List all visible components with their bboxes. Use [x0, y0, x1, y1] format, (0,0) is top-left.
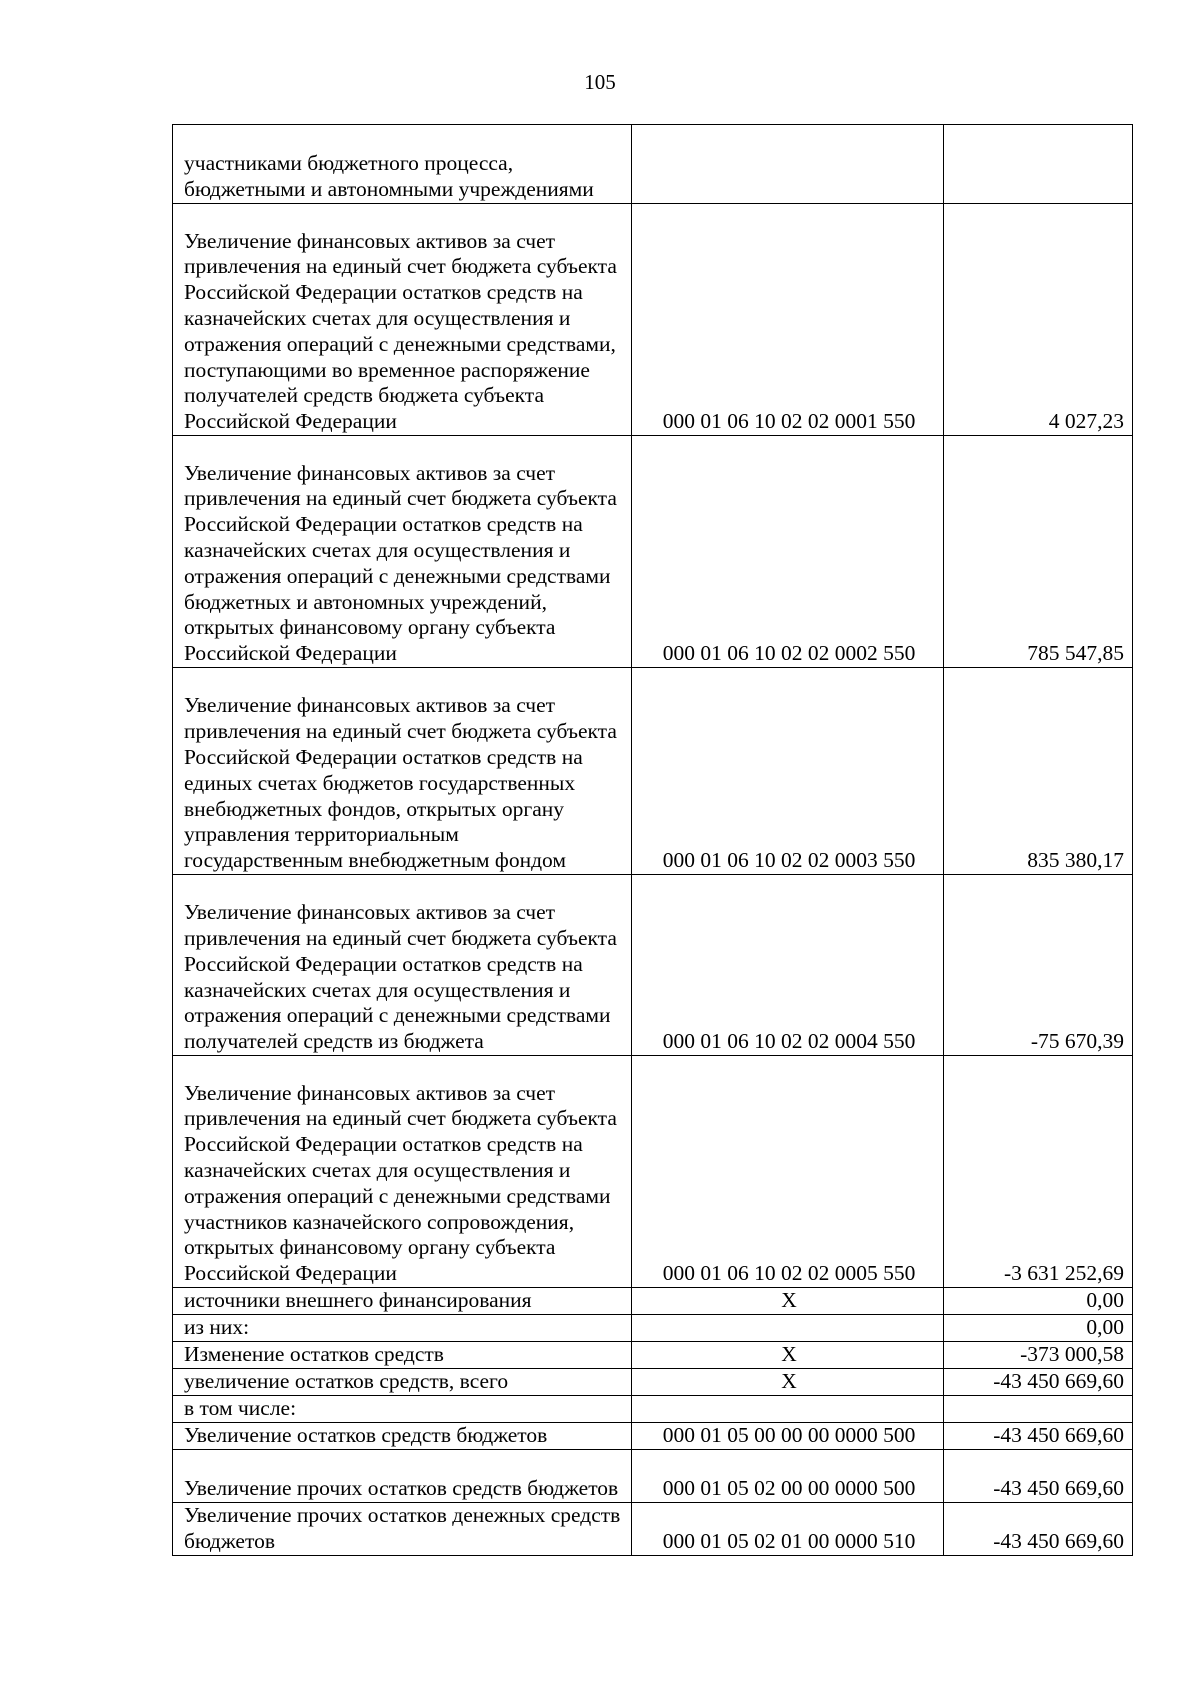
row-code	[632, 1395, 944, 1422]
table-row	[173, 668, 1133, 875]
row-name: Увеличение остатков средств бюджетов	[173, 1422, 632, 1449]
table-row	[173, 1368, 1133, 1395]
row-name: Увеличение финансовых активов за счет привлечения на единый счет бюджета субъекта Российской Федерации остатков средств на казначейских счетах для осуществления и отражения операций с денежными средствами бюджетных и автономных учреждений, открытых финансовому органу субъекта Российской Федерации	[173, 436, 632, 668]
row-amount: 835 380,17	[944, 668, 1133, 875]
row-code: 000 01 05 02 01 00 0000 510	[632, 1502, 944, 1555]
row-name: Увеличение финансовых активов за счет привлечения на единый счет бюджета субъекта Российской Федерации остатков средств на казначейских счетах для осуществления и отражения операций с денежными средствами участников казначейского сопровождения, открытых финансовому органу субъекта Российской Федерации	[173, 1056, 632, 1288]
row-amount	[944, 1395, 1133, 1422]
row-name: источники внешнего финансирования	[173, 1288, 632, 1315]
row-amount: 0,00	[944, 1315, 1133, 1342]
table-row	[173, 125, 1133, 204]
row-name: увеличение остатков средств, всего	[173, 1368, 632, 1395]
row-code: 000 01 06 10 02 02 0001 550	[632, 204, 944, 436]
row-code: Х	[632, 1288, 944, 1315]
row-code: 000 01 05 02 00 00 0000 500	[632, 1449, 944, 1502]
page-number: 105	[584, 70, 616, 94]
row-amount: -43 450 669,60	[944, 1422, 1133, 1449]
row-amount: -3 631 252,69	[944, 1056, 1133, 1288]
row-code: 000 01 06 10 02 02 0003 550	[632, 668, 944, 875]
row-name: Увеличение финансовых активов за счет привлечения на единый счет бюджета субъекта Российской Федерации остатков средств на казначейских счетах для осуществления и отражения операций с денежными средствами, поступающими во временное распоряжение получателей средств бюджета субъекта Российской Федерации	[173, 204, 632, 436]
row-name: Увеличение прочих остатков средств бюджетов	[173, 1449, 632, 1502]
row-amount: -373 000,58	[944, 1341, 1133, 1368]
row-code: 000 01 05 00 00 00 0000 500	[632, 1422, 944, 1449]
row-amount: -43 450 669,60	[944, 1502, 1133, 1555]
table-row	[173, 1502, 1133, 1555]
row-amount	[944, 125, 1133, 204]
row-name: Увеличение финансовых активов за счет привлечения на единый счет бюджета субъекта Российской Федерации остатков средств на казначейских счетах для осуществления и отражения операций с денежными средствами получателей средств из бюджета	[173, 875, 632, 1056]
row-code	[632, 1315, 944, 1342]
row-amount: -43 450 669,60	[944, 1368, 1133, 1395]
table-row	[173, 875, 1133, 1056]
table-row	[173, 1395, 1133, 1422]
row-name: Увеличение финансовых активов за счет привлечения на единый счет бюджета субъекта Российской Федерации остатков средств на единых счетах бюджетов государственных внебюджетных фондов, открытых органу управления территориальным государственным внебюджетным фондом	[173, 668, 632, 875]
row-amount: -43 450 669,60	[944, 1449, 1133, 1502]
row-name: из них:	[173, 1315, 632, 1342]
budget-sources-table	[172, 124, 1133, 1556]
row-amount: -75 670,39	[944, 875, 1133, 1056]
table-row	[173, 1341, 1133, 1368]
row-name: участниками бюджетного процесса, бюджетными и автономными учреждениями	[173, 125, 632, 204]
table-row	[173, 1422, 1133, 1449]
row-code	[632, 125, 944, 204]
row-code: 000 01 06 10 02 02 0002 550	[632, 436, 944, 668]
row-amount: 4 027,23	[944, 204, 1133, 436]
table-row	[173, 1449, 1133, 1502]
table-row	[173, 1288, 1133, 1315]
table-row	[173, 436, 1133, 668]
table-row	[173, 1056, 1133, 1288]
row-name: в том числе:	[173, 1395, 632, 1422]
row-name: Увеличение прочих остатков денежных средств бюджетов	[173, 1502, 632, 1555]
table-row	[173, 1315, 1133, 1342]
row-code: Х	[632, 1368, 944, 1395]
row-name: Изменение остатков средств	[173, 1341, 632, 1368]
row-code: Х	[632, 1341, 944, 1368]
row-code: 000 01 06 10 02 02 0005 550	[632, 1056, 944, 1288]
table-row	[173, 204, 1133, 436]
row-amount: 785 547,85	[944, 436, 1133, 668]
row-code: 000 01 06 10 02 02 0004 550	[632, 875, 944, 1056]
row-amount: 0,00	[944, 1288, 1133, 1315]
